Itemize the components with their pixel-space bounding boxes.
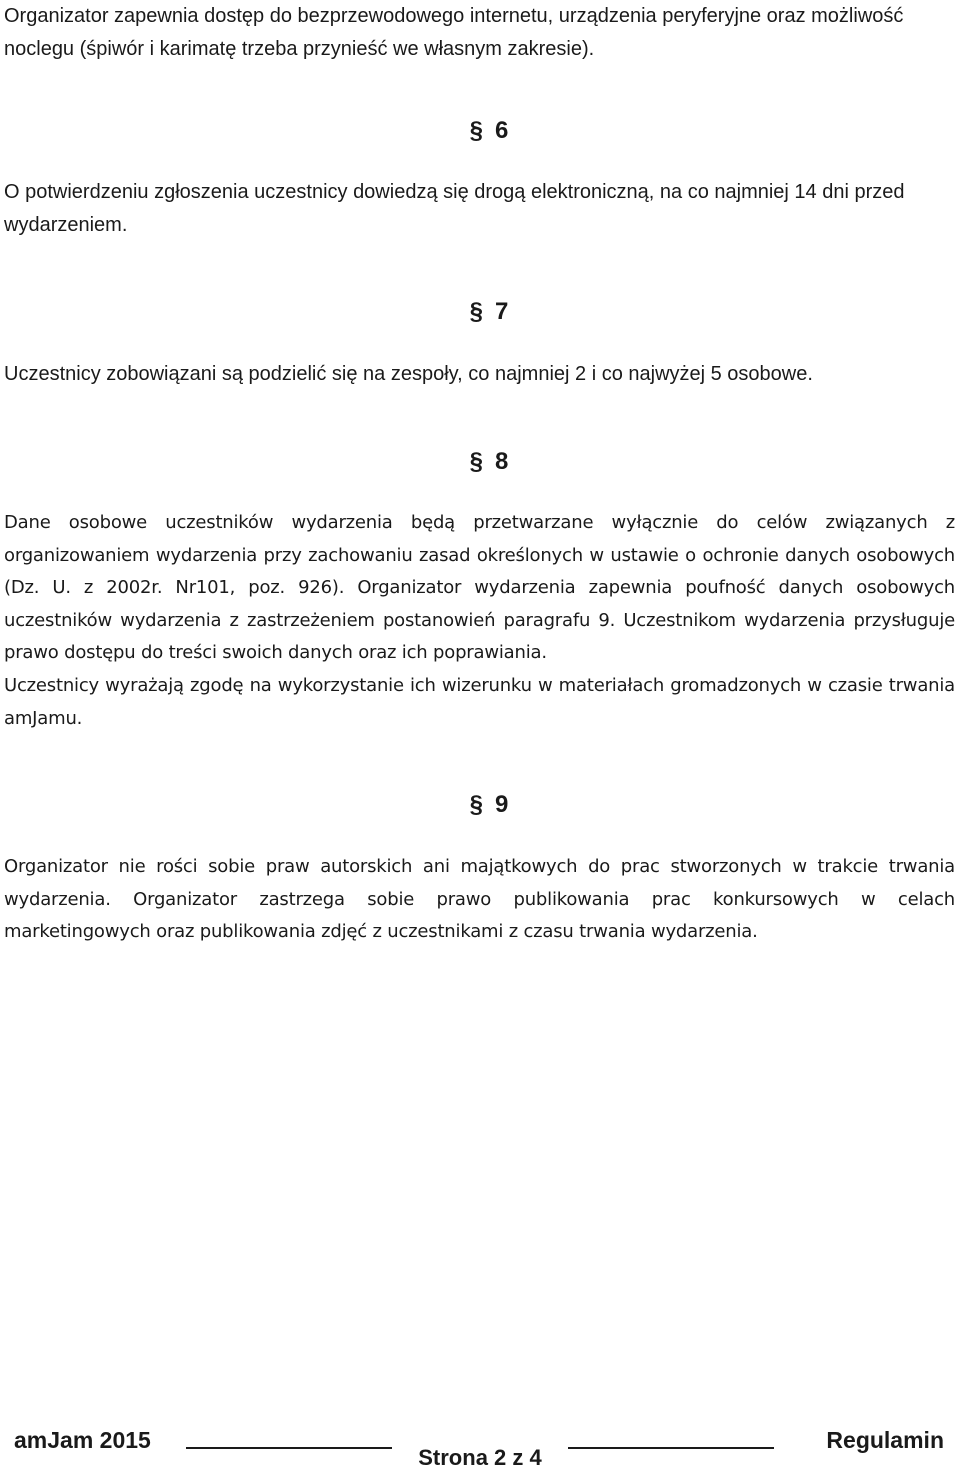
section-sign: §	[469, 791, 483, 818]
paragraph-6: O potwierdzeniu zgłoszenia uczestnicy dowiedzą się drogą elektroniczną, na co najmniej 14 dni przed wydarzeniem.	[4, 181, 905, 236]
paragraph-9: Organizator nie rości sobie praw autorskich ani majątkowych do prac stworzonych w trakcie trwania wydarzenia. Organizator zastrzega sobie prawo publikowania prac konkursowych w celach marketingowych oraz publikowania zdjęć z uczestnikami z czasu trwania wydarzenia.	[4, 856, 955, 943]
footer-document-title: Regulamin	[826, 1427, 944, 1453]
section-number: 8	[495, 448, 509, 475]
section-sign: §	[469, 117, 483, 144]
footer-event-name: amJam 2015	[14, 1427, 151, 1453]
paragraph-5-tail: Organizator zapewnia dostęp do bezprzewodowego internetu, urządzenia peryferyjne oraz możliwość noclegu (śpiwór i karimatę trzeba przynieść we własnym zakresie).	[4, 5, 904, 60]
section-number: 6	[495, 117, 509, 144]
paragraph-8-consent: Uczestnicy wyrażają zgodę na wykorzystanie ich wizerunku w materiałach gromadzonych w czasie trwania amJamu.	[4, 675, 955, 729]
page-footer	[0, 1420, 960, 1468]
section-sign: §	[469, 298, 483, 325]
section-heading-6	[0, 116, 960, 146]
section-number: 9	[495, 791, 509, 818]
section-sign: §	[469, 448, 483, 475]
paragraph-8: Dane osobowe uczestników wydarzenia będą przetwarzane wyłącznie do celów związanych z organizowaniem wydarzenia przy zachowaniu zasad określonych w ustawie o ochronie danych osobowych (Dz. U. z 2002r. Nr101, poz. 926). Organizator wydarzenia zapewnia poufność danych osobowych uczestników wydarzenia z zastrzeżeniem postanowień paragrafu 9. Uczestnikom wydarzenia przysługuje prawo dostępu do treści swoich danych oraz ich poprawiania.	[4, 512, 955, 664]
section-heading-7	[0, 297, 960, 327]
footer-page-number: Strona 2 z 4	[418, 1445, 542, 1470]
section-number: 7	[495, 298, 509, 325]
paragraph-7: Uczestnicy zobowiązani są podzielić się na zespoły, co najmniej 2 i co najwyżej 5 osobowe.	[4, 363, 813, 385]
section-heading-8	[0, 447, 960, 477]
section-heading-9	[0, 790, 960, 820]
